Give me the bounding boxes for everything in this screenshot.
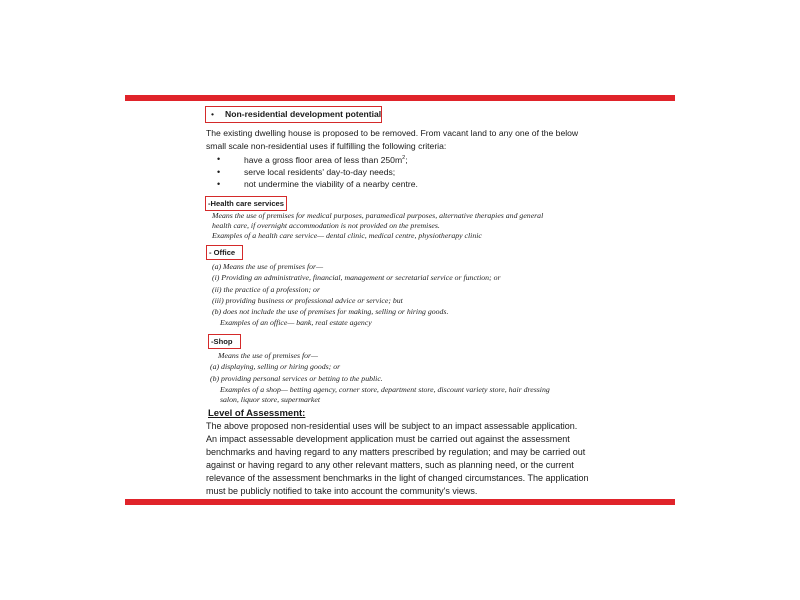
shop-line: Means the use of premises for—: [218, 351, 318, 360]
criteria-bullet: •: [217, 179, 221, 189]
shop-line: salon, liquor store, supermarket: [220, 395, 320, 404]
office-line: (b) does not include the use of premises for making, selling or hiring goods.: [212, 307, 449, 316]
office-title: - Office: [209, 248, 236, 257]
health-title: -Health care services: [208, 199, 284, 208]
bottom-red-band: [125, 499, 675, 505]
shop-line: Examples of a shop— betting agency, corner store, department store, discount variety store, hair dressing: [220, 385, 550, 394]
shop-title: -Shop: [211, 337, 233, 346]
section-heading: Non-residential development potential: [225, 109, 382, 119]
criteria-bullet: •: [217, 167, 221, 177]
assessment-line: benchmarks and having regard to any matters prescribed by regulation; and may be carried out: [206, 447, 586, 457]
assessment-line: The above proposed non-residential uses will be subject to an impact assessable application.: [206, 421, 578, 431]
health-line: Examples of a health care service— dental clinic, medical centre, physiotherapy clinic: [212, 231, 482, 240]
intro-line: The existing dwelling house is proposed to be removed. From vacant land to any one of the below: [206, 128, 579, 138]
criteria-item: serve local residents' day-to-day needs;: [244, 167, 396, 177]
shop-line: (a) displaying, selling or hiring goods; or: [210, 362, 341, 371]
shop-line: (b) providing personal services or betting to the public.: [210, 374, 383, 383]
office-line: Examples of an office— bank, real estate agency: [220, 318, 372, 327]
office-line: (a) Means the use of premises for—: [212, 262, 324, 271]
health-line: health care, if overnight accommodation is not provided on the premises.: [212, 221, 440, 230]
assessment-line: relevance of the assessment benchmarks in the light of changed circumstances. The application: [206, 473, 589, 483]
office-line: (ii) the practice of a profession; or: [212, 285, 320, 294]
health-line: Means the use of premises for medical purposes, paramedical purposes, alternative therapies and general: [212, 211, 544, 220]
office-line: (iii) providing business or professional advice or service; but: [212, 296, 403, 305]
office-line: (i) Providing an administrative, financial, management or secretarial service or function; or: [212, 273, 501, 282]
assessment-line: against or having regard to any other relevant matters, such as planning need, or the current: [206, 460, 574, 470]
criteria-bullet: •: [217, 154, 221, 164]
heading-bullet: •: [211, 109, 215, 119]
assessment-line: An impact assessable development application must be carried out against the assessment: [206, 434, 570, 444]
assessment-title: Level of Assessment:: [208, 408, 306, 419]
intro-line: small scale non-residential uses if fulfilling the following criteria:: [206, 141, 447, 151]
top-red-band: [125, 95, 675, 101]
criteria-item: not undermine the viability of a nearby centre.: [244, 179, 418, 189]
assessment-line: must be publicly notified to take into account the community's views.: [206, 486, 478, 496]
criteria-item: have a gross floor area of less than $250m^2$;: [244, 155, 408, 165]
